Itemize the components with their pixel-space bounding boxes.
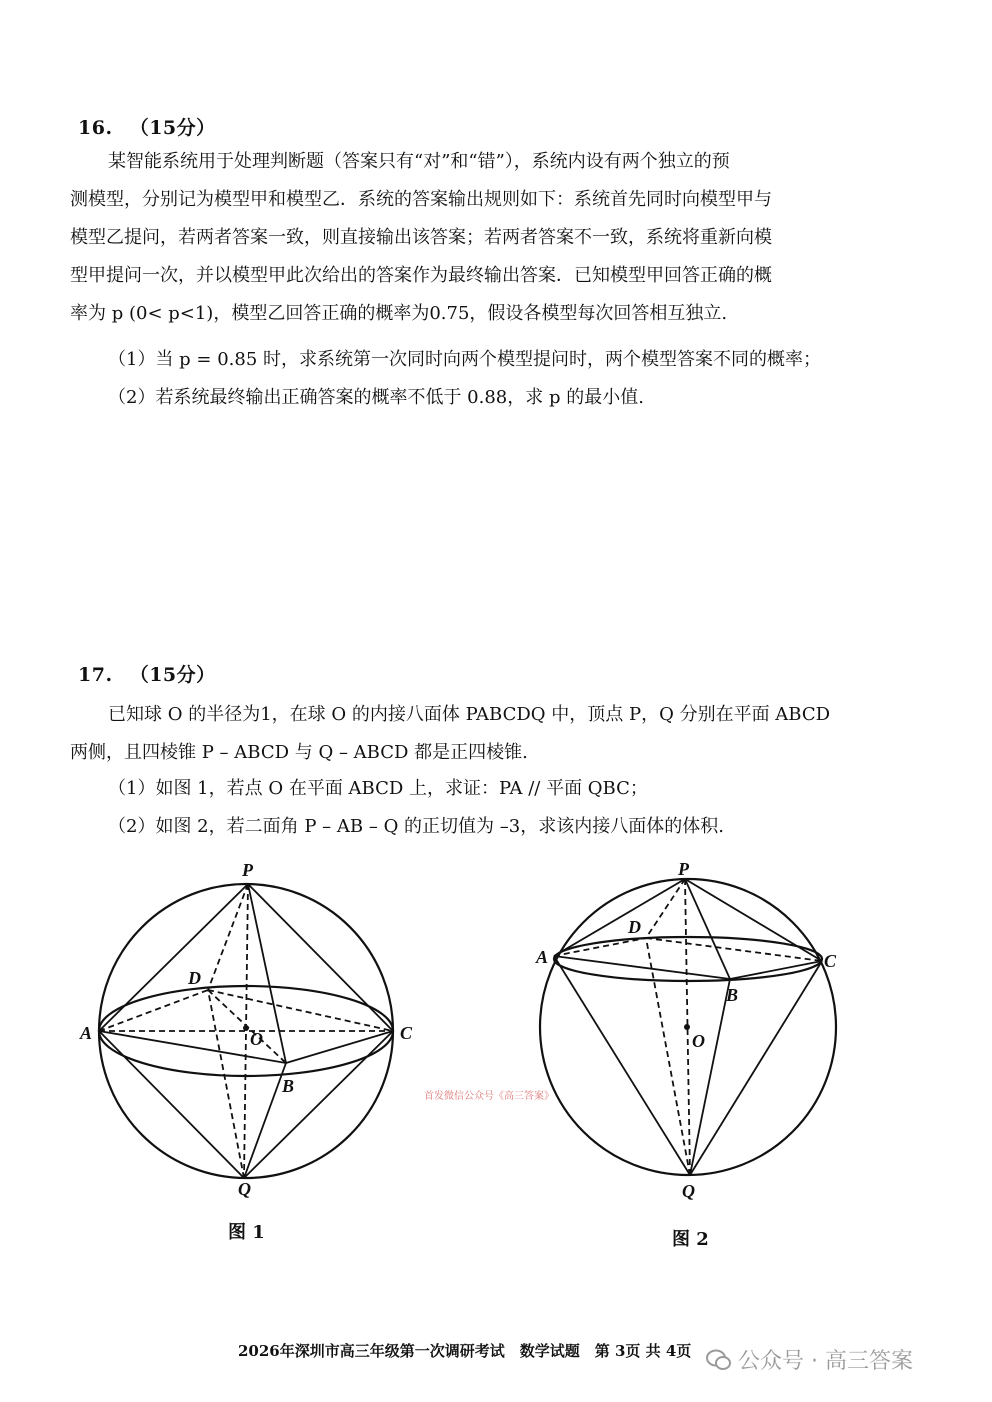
q16-number: 16. [78,117,113,139]
q17-part2: （2）如图 2，若二面角 P – AB – Q 的正切值为 –3，求该内接八面体的体积. [108,816,724,837]
q16-stem-line: 型甲提问一次，并以模型甲此次给出的答案作为最终输出答案．已知模型甲回答正确的概 [70,265,772,286]
fig1-center-point [243,1025,249,1031]
fig2-label-D: D [628,917,641,937]
q17-points: （15分） [129,664,216,686]
fig1-label-D: D [188,968,201,988]
q17-header [78,660,216,687]
fig2-label-O: O [692,1031,705,1051]
q17-part1: （1）如图 1，若点 O 在平面 ABCD 上，求证：PA // 平面 QBC； [108,778,648,799]
figure-1 [70,855,430,1200]
page-footer: 2026年深圳市高三年级第一次调研考试 数学试题 第 3页 共 4页 [238,1342,692,1360]
watermark-logo [706,1344,913,1375]
figure-1-caption: 图 1 [228,1222,265,1243]
fig2-center-point [684,1024,690,1030]
q16-part1: （1）当 p = 0.85 时，求系统第一次同时向两个模型提问时，两个模型答案不同的概率； [108,349,822,370]
q16-points: （15分） [129,117,216,139]
fig1-label-Q: Q [238,1179,251,1199]
fig1-label-A: A [80,1023,93,1043]
fig2-label-Q: Q [682,1181,695,1200]
fig1-label-B: B [282,1076,295,1096]
fig1-label-O: O [250,1029,263,1049]
q17-stem-line: 两侧，且四棱锥 P – ABCD 与 Q – ABCD 都是正四棱锥. [70,742,528,763]
fig2-label-A: A [536,947,549,967]
figure-2 [530,855,860,1200]
watermark-center: 首发微信公众号《高三答案》 [424,1091,554,1102]
watermark-logo-text: 公众号 · 高三答案 [738,1349,913,1374]
q16-header [78,113,216,140]
fig1-label-P: P [242,860,253,880]
fig1-label-C: C [400,1023,413,1043]
q17-number: 17. [78,664,113,686]
q16-stem-line: 某智能系统用于处理判断题（答案只有“对”和“错”），系统内设有两个独立的预 [108,151,730,172]
fig2-label-C: C [824,951,837,971]
fig2-label-B: B [726,985,739,1005]
q16-stem-line: 模型乙提问，若两者答案一致，则直接输出该答案；若两者答案不一致，系统将重新向模 [70,227,772,248]
q16-part2: （2）若系统最终输出正确答案的概率不低于 0.88，求 p 的最小值. [108,387,644,408]
wechat-icon [706,1349,732,1371]
figure-2-caption: 图 2 [672,1229,709,1250]
q16-stem-line: 测模型，分别记为模型甲和模型乙．系统的答案输出规则如下：系统首先同时向模型甲与 [70,189,772,210]
q17-stem [70,696,900,772]
q17-stem-line: 已知球 O 的半径为1，在球 O 的内接八面体 PABCDQ 中，顶点 P，Q 分别在平面 ABCD [108,704,831,725]
q16-stem [70,143,890,333]
q16-stem-line: 率为 p (0< p<1)，模型乙回答正确的概率为0.75，假设各模型每次回答相互独立. [70,303,728,324]
fig2-label-P: P [678,859,689,879]
